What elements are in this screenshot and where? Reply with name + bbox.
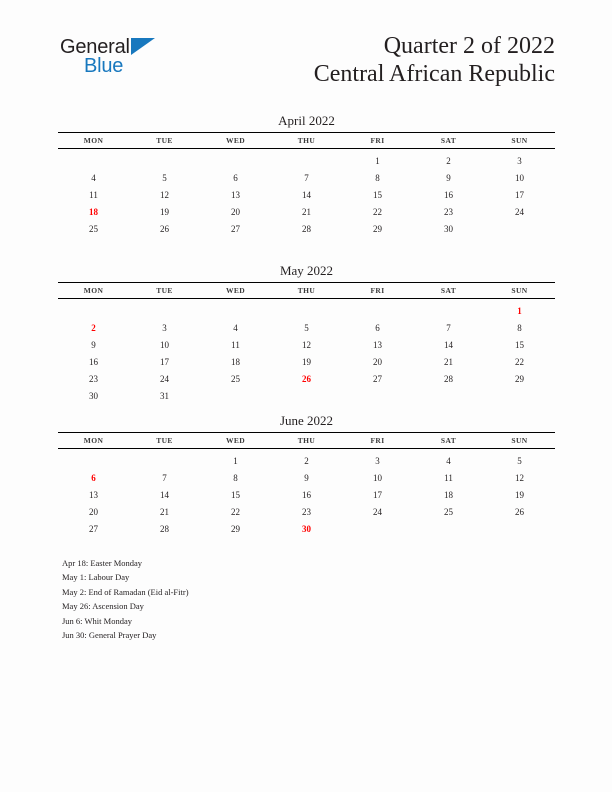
weekday-header-fri: FRI <box>342 133 413 149</box>
week-row <box>58 169 555 186</box>
page-title-country: Central African Republic <box>313 61 555 87</box>
week-row <box>58 486 555 503</box>
empty-day-cell <box>271 387 342 404</box>
day-cell: 7 <box>446 322 451 333</box>
day-cell: 12 <box>515 472 524 483</box>
empty-day-cell <box>129 149 200 170</box>
day-cell: 14 <box>160 489 169 500</box>
day-cell: 28 <box>302 223 311 234</box>
week-row <box>58 503 555 520</box>
day-cell: 18 <box>444 489 453 500</box>
day-cell: 2 <box>446 155 451 166</box>
day-cell: 27 <box>373 373 382 384</box>
page-title <box>314 32 555 88</box>
day-cell: 17 <box>515 189 524 200</box>
day-cell: 9 <box>91 339 96 350</box>
day-cell: 4 <box>233 322 238 333</box>
weekday-header-thu: THU <box>271 283 342 299</box>
empty-day-cell <box>200 299 271 320</box>
day-cell: 28 <box>160 523 169 534</box>
day-cell: 20 <box>89 506 98 517</box>
day-cell: 11 <box>231 339 240 350</box>
day-cell: 11 <box>89 189 98 200</box>
day-cell: 20 <box>231 206 240 217</box>
day-cell: 23 <box>444 206 453 217</box>
empty-day-cell <box>200 387 271 404</box>
day-cell: 11 <box>444 472 453 483</box>
empty-day-cell <box>413 387 484 404</box>
day-cell: 28 <box>444 373 453 384</box>
week-row <box>58 469 555 486</box>
day-cell: 29 <box>231 523 240 534</box>
weekday-header-thu: THU <box>271 433 342 449</box>
month-block-may <box>58 263 555 404</box>
day-cell: 27 <box>231 223 240 234</box>
day-cell: 8 <box>233 472 238 483</box>
week-row <box>58 149 555 170</box>
weekday-header-sun: SUN <box>484 133 555 149</box>
month-title: April 2022 <box>278 113 335 128</box>
day-cell: 25 <box>444 506 453 517</box>
weekday-header-sun: SUN <box>484 283 555 299</box>
day-cell: 21 <box>444 356 453 367</box>
empty-day-cell <box>58 149 129 170</box>
calendar-table <box>58 132 555 237</box>
logo-triangle-icon <box>131 38 155 55</box>
logo-text-blue: Blue <box>84 55 124 77</box>
legend-item: May 26: Ascension Day <box>62 601 144 612</box>
weekday-header-wed: WED <box>200 133 271 149</box>
legend-item: Jun 30: General Prayer Day <box>62 630 157 641</box>
day-cell: 31 <box>160 390 169 401</box>
day-cell: 24 <box>515 206 524 217</box>
week-row <box>58 520 555 537</box>
week-row <box>58 370 555 387</box>
weekday-header-sat: SAT <box>413 433 484 449</box>
day-cell: 8 <box>517 322 522 333</box>
day-cell: 26 <box>515 506 524 517</box>
day-cell: 20 <box>373 356 382 367</box>
weekday-header-fri: FRI <box>342 283 413 299</box>
day-cell: 17 <box>160 356 169 367</box>
weekday-header-wed: WED <box>200 433 271 449</box>
day-cell: 3 <box>375 455 380 466</box>
day-cell: 18 <box>231 356 240 367</box>
weekday-header-wed: WED <box>200 283 271 299</box>
weekday-header-fri: FRI <box>342 433 413 449</box>
empty-day-cell <box>484 387 555 404</box>
day-cell: 22 <box>373 206 382 217</box>
day-cell: 2 <box>304 455 309 466</box>
weekday-header-sun: SUN <box>484 433 555 449</box>
day-cell: 1 <box>375 155 380 166</box>
day-cell: 22 <box>515 356 524 367</box>
day-cell: 30 <box>89 390 98 401</box>
weekday-header-sat: SAT <box>413 133 484 149</box>
day-cell: 21 <box>160 506 169 517</box>
logo-text-general: General <box>60 36 130 58</box>
holiday-day-cell: 6 <box>91 472 96 483</box>
calendar-table <box>58 432 555 537</box>
day-cell: 12 <box>160 189 169 200</box>
weekday-header-mon: MON <box>58 283 129 299</box>
day-cell: 1 <box>233 455 238 466</box>
week-row <box>58 449 555 470</box>
empty-day-cell <box>342 387 413 404</box>
day-cell: 15 <box>231 489 240 500</box>
week-row <box>58 387 555 404</box>
day-cell: 17 <box>373 489 382 500</box>
month-title: May 2022 <box>279 263 334 278</box>
week-row <box>58 319 555 336</box>
day-cell: 25 <box>231 373 240 384</box>
legend-item: May 2: End of Ramadan (Eid al-Fitr) <box>62 586 189 597</box>
day-cell: 26 <box>160 223 169 234</box>
week-row <box>58 220 555 237</box>
day-cell: 19 <box>515 489 524 500</box>
day-cell: 24 <box>373 506 382 517</box>
day-cell: 5 <box>304 322 309 333</box>
day-cell: 29 <box>515 373 524 384</box>
day-cell: 8 <box>375 172 380 183</box>
month-block-april <box>58 113 555 237</box>
day-cell: 3 <box>162 322 167 333</box>
day-cell: 7 <box>162 472 167 483</box>
holiday-day-cell: 26 <box>302 373 311 384</box>
day-cell: 10 <box>373 472 382 483</box>
day-cell: 22 <box>231 506 240 517</box>
day-cell: 21 <box>302 206 311 217</box>
holiday-day-cell: 2 <box>91 322 96 333</box>
day-cell: 24 <box>160 373 169 384</box>
day-cell: 14 <box>444 339 453 350</box>
day-cell: 15 <box>373 189 382 200</box>
week-row <box>58 353 555 370</box>
week-row <box>58 336 555 353</box>
legend-item: May 1: Labour Day <box>62 572 130 583</box>
legend-item: Jun 6: Whit Monday <box>62 615 132 626</box>
weekday-header-sat: SAT <box>413 283 484 299</box>
month-block-june <box>58 413 555 537</box>
weekday-header-row <box>58 133 555 149</box>
calendar-table <box>58 282 555 404</box>
day-cell: 27 <box>89 523 98 534</box>
day-cell: 13 <box>373 339 382 350</box>
day-cell: 25 <box>89 223 98 234</box>
day-cell: 9 <box>304 472 309 483</box>
day-cell: 13 <box>89 489 98 500</box>
empty-day-cell <box>129 449 200 470</box>
general-blue-logo <box>60 36 180 84</box>
week-row <box>58 186 555 203</box>
day-cell: 5 <box>162 172 167 183</box>
empty-day-cell <box>413 520 484 537</box>
weekday-header-mon: MON <box>58 433 129 449</box>
day-cell: 6 <box>233 172 238 183</box>
legend-item: Apr 18: Easter Monday <box>62 558 143 568</box>
page-title-quarter: Quarter 2 of 2022 <box>383 33 555 59</box>
weekday-header-row <box>58 433 555 449</box>
week-row <box>58 203 555 220</box>
page-header <box>0 0 612 105</box>
day-cell: 16 <box>444 189 453 200</box>
empty-day-cell <box>484 220 555 237</box>
day-cell: 13 <box>231 189 240 200</box>
weekday-header-mon: MON <box>58 133 129 149</box>
day-cell: 23 <box>302 506 311 517</box>
day-cell: 12 <box>302 339 311 350</box>
day-cell: 19 <box>160 206 169 217</box>
empty-day-cell <box>200 149 271 170</box>
day-cell: 4 <box>446 455 451 466</box>
holiday-legend <box>62 556 482 642</box>
empty-day-cell <box>342 520 413 537</box>
day-cell: 30 <box>444 223 453 234</box>
empty-day-cell <box>271 299 342 320</box>
empty-day-cell <box>58 299 129 320</box>
day-cell: 10 <box>515 172 524 183</box>
empty-day-cell <box>271 149 342 170</box>
day-cell: 4 <box>91 172 96 183</box>
day-cell: 19 <box>302 356 311 367</box>
weekday-header-tue: TUE <box>129 133 200 149</box>
empty-day-cell <box>58 449 129 470</box>
day-cell: 16 <box>302 489 311 500</box>
empty-day-cell <box>129 299 200 320</box>
week-row <box>58 299 555 320</box>
day-cell: 9 <box>446 172 451 183</box>
holiday-day-cell: 1 <box>517 305 522 316</box>
holiday-day-cell: 30 <box>302 523 311 534</box>
day-cell: 3 <box>517 155 522 166</box>
weekday-header-row <box>58 283 555 299</box>
day-cell: 16 <box>89 356 98 367</box>
holiday-day-cell: 18 <box>89 206 98 217</box>
weekday-header-tue: TUE <box>129 283 200 299</box>
empty-day-cell <box>342 299 413 320</box>
day-cell: 5 <box>517 455 522 466</box>
empty-day-cell <box>484 520 555 537</box>
day-cell: 29 <box>373 223 382 234</box>
day-cell: 23 <box>89 373 98 384</box>
month-title: June 2022 <box>279 413 334 428</box>
empty-day-cell <box>413 299 484 320</box>
day-cell: 15 <box>515 339 524 350</box>
day-cell: 6 <box>375 322 380 333</box>
weekday-header-thu: THU <box>271 133 342 149</box>
day-cell: 14 <box>302 189 311 200</box>
weekday-header-tue: TUE <box>129 433 200 449</box>
day-cell: 7 <box>304 172 309 183</box>
day-cell: 10 <box>160 339 169 350</box>
